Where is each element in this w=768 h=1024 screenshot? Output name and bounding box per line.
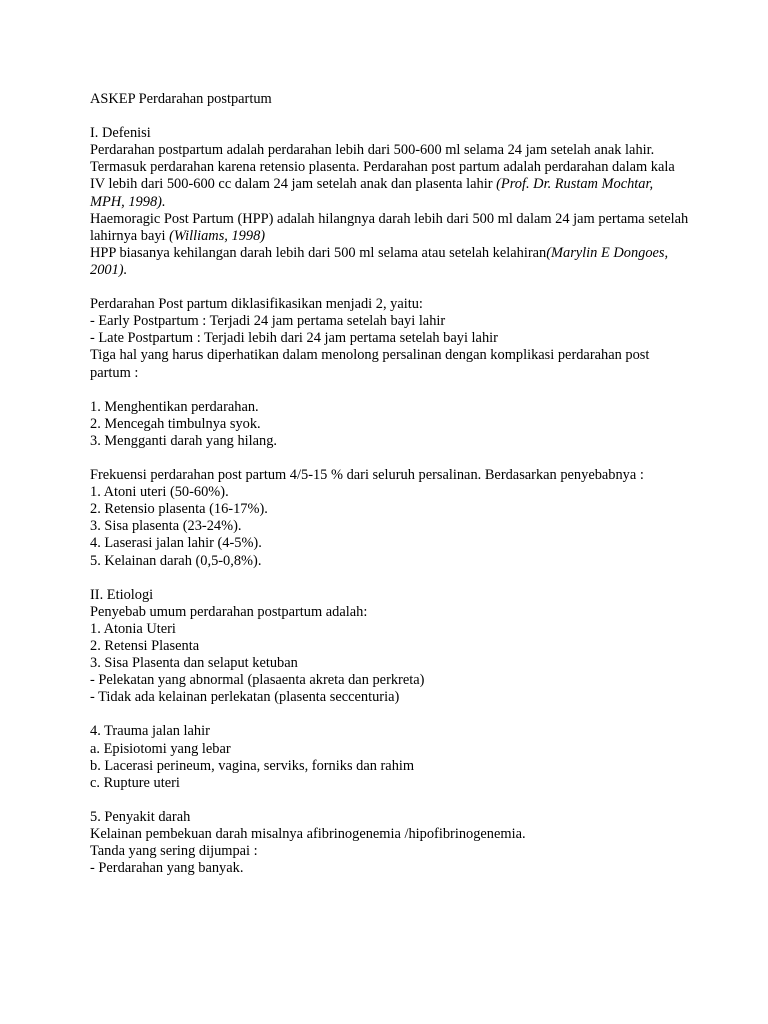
list-item: 3. Sisa Plasenta dan selaput ketuban <box>90 655 298 672</box>
list-item: - Pelekatan yang abnormal (plasaenta akreta dan perkreta) <box>90 672 425 689</box>
list-item: 1. Atoni uteri (50-60%). <box>90 484 229 501</box>
definition-text: Perdarahan postpartum adalah perdarahan lebih dari 500-600 ml selama 24 jam setelah anak lahir. Termasuk perdarahan karena retensio plasenta. Perdarahan post partum adalah perdarahan dalam kala IV lebih dari 500-600 cc dalam 24 jam setelah anak dan plasenta lahir <box>90 142 675 193</box>
paragraph: Tiga hal yang harus diperhatikan dalam menolong persalinan dengan komplikasi perdarahan post partum : <box>90 347 650 381</box>
list-item: - Perdarahan yang banyak. <box>90 860 244 877</box>
citation: (Prof. Dr. Rustam Mochtar, MPH, 1998). <box>90 176 654 210</box>
section-heading-defenisi: I. Defenisi <box>90 125 151 142</box>
definition-paragraph-3 <box>90 245 690 279</box>
blank-line <box>90 450 690 467</box>
blank-line <box>90 279 690 296</box>
list-item: 3. Sisa plasenta (23-24%). <box>90 518 242 535</box>
document-title: ASKEP Perdarahan postpartum <box>90 91 272 107</box>
blank-line <box>90 108 690 125</box>
list-item: - Late Postpartum : Terjadi lebih dari 24 jam pertama setelah bayi lahir <box>90 330 498 347</box>
classification-intro: Perdarahan Post partum diklasifikasikan menjadi 2, yaitu: <box>90 296 423 313</box>
list-item: 3. Mengganti darah yang hilang. <box>90 432 278 449</box>
list-item: b. Lacerasi perineum, vagina, serviks, forniks dan rahim <box>90 757 415 774</box>
list-item: 5. Penyakit darah <box>90 808 191 825</box>
blank-line <box>90 570 690 587</box>
list-item: a. Episiotomi yang lebar <box>90 740 231 757</box>
definition-text: HPP biasanya kehilangan darah lebih dari 500 ml selama atau setelah kelahiran <box>90 244 547 261</box>
blank-line <box>90 706 690 723</box>
blank-line <box>90 382 690 399</box>
citation: (Marylin E Dongoes, 2001). <box>90 244 669 278</box>
list-item: 2. Retensi Plasenta <box>90 638 200 654</box>
list-item: 4. Trauma jalan lahir <box>90 723 210 740</box>
definition-paragraph-2 <box>90 211 690 245</box>
definition-paragraph-1 <box>90 142 690 210</box>
section-heading-etiologi: II. Etiologi <box>90 586 154 603</box>
list-item: 4. Laserasi jalan lahir (4-5%). <box>90 535 262 552</box>
list-item: 2. Mencegah timbulnya syok. <box>90 415 261 432</box>
paragraph: Kelainan pembekuan darah misalnya afibrinogenemia /hipofibrinogenemia. <box>90 826 526 843</box>
list-item: - Early Postpartum : Terjadi 24 jam pertama setelah bayi lahir <box>90 313 446 330</box>
list-item: 5. Kelainan darah (0,5-0,8%). <box>90 552 262 569</box>
list-item: 2. Retensio plasenta (16-17%). <box>90 501 268 518</box>
list-item: 1. Menghentikan perdarahan. <box>90 398 259 415</box>
blank-line <box>90 792 690 809</box>
list-item: 1. Atonia Uteri <box>90 620 176 637</box>
list-item: - Tidak ada kelainan perlekatan (plasenta seccenturia) <box>90 689 400 706</box>
list-item: c. Rupture uteri <box>90 774 180 791</box>
paragraph: Penyebab umum perdarahan postpartum adalah: <box>90 603 368 620</box>
document-body <box>90 91 690 877</box>
paragraph: Frekuensi perdarahan post partum 4/5-15 % dari seluruh persalinan. Berdasarkan penyebabnya : <box>90 467 644 484</box>
citation: (Williams, 1998) <box>169 227 266 244</box>
definition-text: Haemoragic Post Partum (HPP) adalah hilangnya darah lebih dari 500 ml dalam 24 jam pertama setelah lahirnya bayi <box>90 210 689 244</box>
paragraph: Tanda yang sering dijumpai : <box>90 843 258 860</box>
